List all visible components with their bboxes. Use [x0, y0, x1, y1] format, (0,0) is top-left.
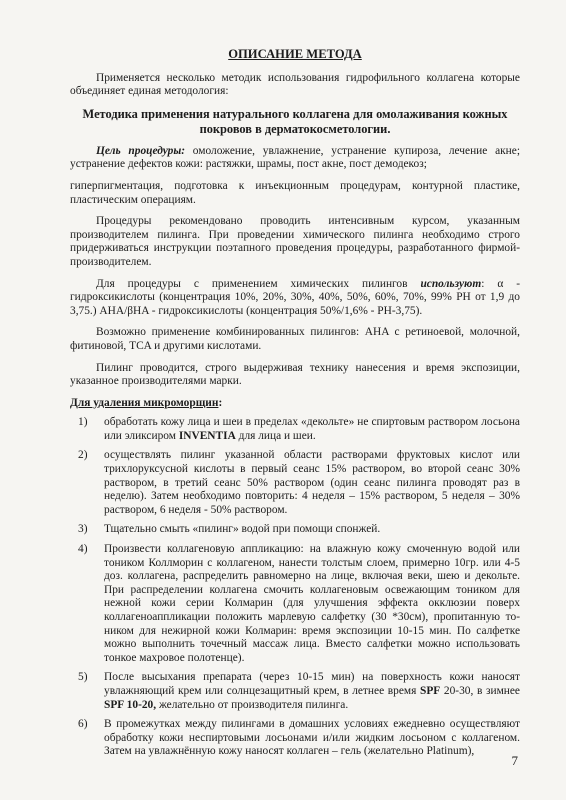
step-5-spf-winter: SPF 10-20,	[104, 698, 157, 711]
section-heading-text: Для удаления микроморщин	[70, 396, 219, 409]
page-title: ОПИСАНИЕ МЕТОДА	[228, 47, 362, 61]
step-text: осуществлять пилинг указанной области растворами фруктовых кислот или трихлоруксусной кислоты в первый сеанс 15% раствором, во второй сеанс 30% раствором, в третий сеанс 50% раствором (один сеанс пилинга проводят раз в неделю). Затем необходимо повторить: 4 неделя – 15% раствором, 5 неделя – 30% раствором, 6 неделя - 50% раствором.	[104, 449, 520, 516]
step-text: Произвести коллагеновую аппликацию: на влажную кожу смоченную водой или тоником Коллморин с коллагеном, нанести толстым слоем, примерно 10гр. или 4-5 доз. коллагена, распределить равномерно на лице, включая веки, шею и декольте. При распределении коллагена смочить коллагеновым освежающим тоником для нежной кожи серии Колмарин (для улучшения эффекта окклюзии поверх коллагеноаппликации положить марлевую салфетку (30 *30см), пропитанную то-ником для нежирной кожи Колмарин: время экспозиции 10-15 мин. По салфетке можно выполнить точечный массаж лица. Вместо салфетки можно использовать тонкое махровое полотенце).	[104, 543, 520, 664]
list-item	[70, 671, 520, 712]
chem-post: : α - гидроксикислоты (концентрация 10%, 20%, 30%, 40%, 50%, 60%, 70%, 99% PH от 1,9 до 3,75.) AHA/βHA - гидроксикислоты (концентрация 50%/1,6% - PH-3,75).	[70, 277, 520, 317]
step-number: 5)	[78, 671, 88, 684]
step-5-text-b: 20-30, в зимнее	[440, 684, 520, 697]
chem-pre: Для процедуры с применением химических пилингов	[96, 277, 421, 290]
list-item	[70, 416, 520, 443]
step-5-text-a: После высыхания препарата (через 10-15 мин) на поверхность кожи наносят увлажняющий крем или солнцезащитный крем, в летнее время	[104, 671, 520, 697]
list-item	[70, 523, 520, 537]
section-heading-colon: :	[218, 396, 223, 409]
goal-continuation: гиперпигментация, подготовка к инъекционным процедурам, контурной пластике, пластическим операциям.	[70, 179, 520, 206]
method-title: Методика применения натурального коллагена для омолаживания кожных покровов в дерматокосметологии.	[82, 106, 508, 136]
goal-label: Цель процедуры:	[96, 144, 186, 157]
chemical-peels-paragraph	[70, 278, 520, 319]
steps-list	[70, 416, 520, 759]
list-item	[70, 449, 520, 517]
intro-paragraph: Применяется несколько методик использования гидрофильного коллагена которые объединяет единая методология:	[70, 71, 520, 98]
goal-text: омоложение, увлажнение, устранение купироза, лечение акне; устранение дефектов кожи: растяжки, шрамы, пост акне, пост демодекоз;	[70, 144, 520, 171]
chem-bold: используют	[420, 277, 482, 290]
section-heading	[70, 397, 520, 411]
step-number: 1)	[78, 416, 88, 429]
step-text: В промежутках между пилингами в домашних условиях ежедневно осуществляют обработку кожи неспиртовыми лосьонами и/или жидким лосьоном с коллагеном. Затем на увлажнённую кожу наносят коллаген – гель (желательно Platinum),	[104, 718, 520, 758]
step-1-text-a: обработать кожу лица и шеи в пределах «декольте» не спиртовым раствором лосьона или эликсиром	[104, 416, 520, 442]
list-item	[70, 543, 520, 665]
step-1-brand: INVENTIA	[178, 429, 236, 442]
combined-peels-paragraph: Возможно применение комбинированных пилингов: AHA с ретиноевой, молочной, фитиновой, TCA и другими кислотами.	[70, 326, 520, 352]
step-number: 6)	[78, 718, 88, 731]
page-number: 7	[511, 753, 518, 769]
list-item	[70, 718, 520, 759]
step-text	[104, 671, 520, 712]
technique-paragraph: Пилинг проводится, строго выдерживая технику нанесения и время экспозиции, указанное производителями марки.	[70, 361, 520, 388]
step-number: 4)	[78, 543, 88, 556]
course-paragraph: Процедуры рекомендовано проводить интенсивным курсом, указанным производителем пилинга. При проведении химического пилинга необходимо строго придерживаться инструкции поэтапного проведения процедуры, разработанного фирмой-производителем.	[70, 215, 520, 268]
step-text	[104, 416, 520, 443]
step-number: 3)	[78, 523, 88, 536]
goal-paragraph	[70, 145, 520, 172]
step-text: Тщательно смыть «пилинг» водой при помощи спонжей.	[104, 523, 381, 536]
step-number: 2)	[78, 449, 88, 462]
step-5-spf-summer: SPF	[419, 684, 441, 697]
step-1-text-b: для лица и шеи.	[235, 429, 316, 442]
step-5-text-c: желательно от производителя пилинга.	[156, 698, 349, 711]
